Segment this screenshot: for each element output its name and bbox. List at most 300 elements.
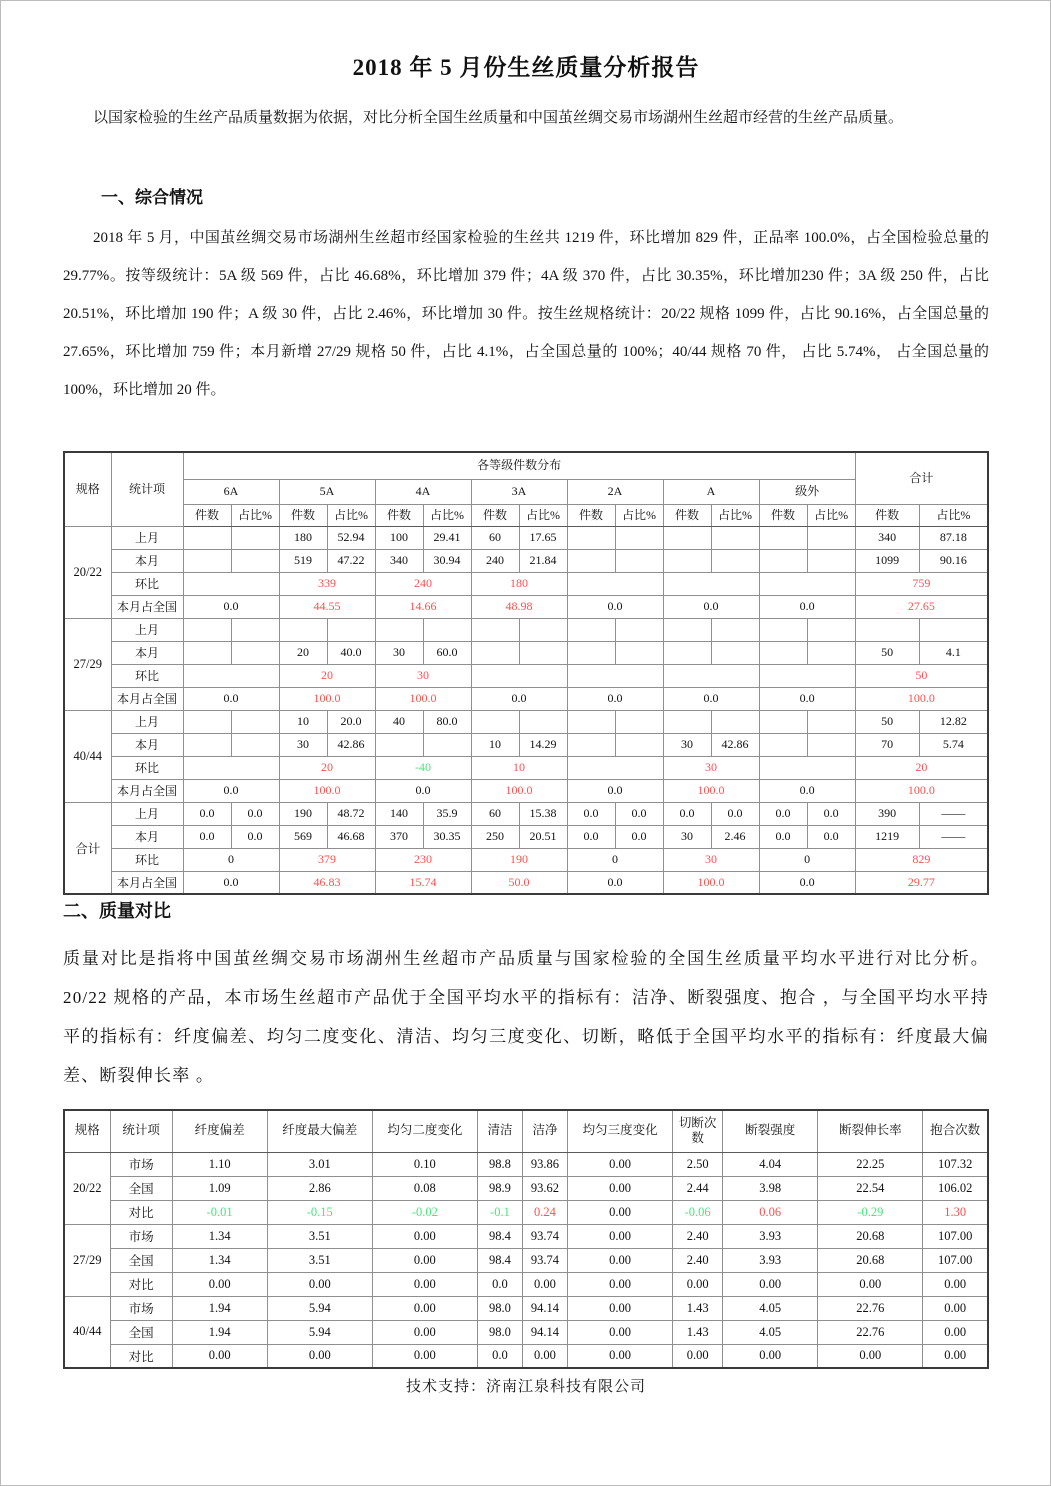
grade-header-cell: 6A: [183, 479, 279, 504]
value-cell: 10: [471, 756, 567, 779]
value-cell: 17.65: [519, 526, 567, 549]
value-cell: 4.05: [723, 1296, 818, 1320]
value-cell: [663, 572, 759, 595]
col-header-cell: 纤度最大偏差: [267, 1110, 372, 1152]
value-cell: 1.34: [172, 1224, 267, 1248]
stat-label-cell: 本月: [111, 641, 183, 664]
value-cell: 340: [375, 549, 423, 572]
value-cell: 0: [759, 848, 855, 871]
count-header-cell: 件数: [567, 504, 615, 526]
value-cell: 0.00: [372, 1296, 477, 1320]
stat-label-cell: 本月占全国: [111, 779, 183, 802]
value-cell: 15.74: [375, 871, 471, 894]
stat-label-cell: 上月: [111, 802, 183, 825]
value-cell: 0: [183, 848, 279, 871]
value-cell: 5.94: [267, 1320, 372, 1344]
value-cell: 5.94: [267, 1296, 372, 1320]
stat-label-cell: 对比: [110, 1272, 172, 1296]
value-cell: 46.83: [279, 871, 375, 894]
value-cell: 0.00: [723, 1272, 818, 1296]
stat-label-cell: 上月: [111, 618, 183, 641]
value-cell: [183, 641, 231, 664]
value-cell: 0.0: [567, 595, 663, 618]
value-cell: 20.51: [519, 825, 567, 848]
value-cell: 0.00: [172, 1272, 267, 1296]
grade-header-cell: 2A: [567, 479, 663, 504]
value-cell: 21.84: [519, 549, 567, 572]
stat-label-cell: 市场: [110, 1224, 172, 1248]
quality-comparison-table: [63, 1109, 989, 1369]
value-cell: [375, 733, 423, 756]
pct-header-cell: 占比%: [519, 504, 567, 526]
value-cell: 3.51: [267, 1248, 372, 1272]
value-cell: 93.74: [522, 1224, 567, 1248]
value-cell: 340: [855, 526, 919, 549]
value-cell: 30: [663, 848, 759, 871]
value-cell: [615, 733, 663, 756]
value-cell: [807, 733, 855, 756]
col-header-spec: 规格: [64, 452, 111, 526]
value-cell: 0.00: [568, 1176, 673, 1200]
value-cell: 100.0: [279, 687, 375, 710]
value-cell: 3.51: [267, 1224, 372, 1248]
value-cell: 1.10: [172, 1152, 267, 1176]
value-cell: 30: [663, 733, 711, 756]
value-cell: 1219: [855, 825, 919, 848]
value-cell: 569: [279, 825, 327, 848]
value-cell: 90.16: [919, 549, 988, 572]
value-cell: [663, 641, 711, 664]
value-cell: [759, 526, 807, 549]
value-cell: 30: [279, 733, 327, 756]
value-cell: 20: [279, 641, 327, 664]
stat-label-cell: 本月: [111, 733, 183, 756]
value-cell: 3.98: [723, 1176, 818, 1200]
value-cell: 0.0: [759, 595, 855, 618]
value-cell: 35.9: [423, 802, 471, 825]
value-cell: 20: [855, 756, 988, 779]
col-header-cell: 切断次数: [673, 1110, 723, 1152]
value-cell: 240: [471, 549, 519, 572]
value-cell: 0.00: [568, 1344, 673, 1368]
stat-label-cell: 本月占全国: [111, 871, 183, 894]
value-cell: 0.0: [183, 825, 231, 848]
value-cell: 0.0: [477, 1344, 522, 1368]
value-cell: [759, 641, 807, 664]
value-cell: 0.0: [183, 871, 279, 894]
value-cell: 0.00: [673, 1344, 723, 1368]
value-cell: 94.14: [522, 1320, 567, 1344]
value-cell: 29.77: [855, 871, 988, 894]
value-cell: 0.0: [663, 595, 759, 618]
value-cell: 379: [279, 848, 375, 871]
value-cell: 50: [855, 664, 988, 687]
pct-header-cell: 占比%: [919, 504, 988, 526]
value-cell: 22.25: [818, 1152, 923, 1176]
value-cell: [231, 710, 279, 733]
section1-paragraph: 2018 年 5 月，中国茧丝绸交易市场湖州生丝超市经国家检验的生丝共 1219 件，环比增加 829 件，正品率 100.0%，占全国检验总量的 29.77%。按等级统计：5A 级 569 件，占比 46.68%，环比增加 379 件；4A 级 370 件，占比 30.35%，环比增加230 件；3A 级 250 件，占比 20.51%，环比增加 190 件；A 级 30 件，占比 2.46%，环比增加 30 件。按生丝规格统计：20/22 规格 1099 件，占比 90.16%，占全国总量的 27.65%，环比增加 759 件；本月新增 27/29 规格 50 件，占比 4.1%，占全国总量的 100%；40/44 规格 70 件， 占比 5.74%， 占全国总量的 100%，环比增加 20 件。: [63, 230, 989, 398]
stat-label-cell: 市场: [110, 1152, 172, 1176]
value-cell: [663, 664, 759, 687]
value-cell: 100.0: [471, 779, 567, 802]
value-cell: 0.0: [759, 871, 855, 894]
stat-label-cell: 本月占全国: [111, 687, 183, 710]
value-cell: -40: [375, 756, 471, 779]
value-cell: [663, 618, 711, 641]
value-cell: [471, 618, 519, 641]
value-cell: 107.00: [923, 1248, 988, 1272]
value-cell: 0.08: [372, 1176, 477, 1200]
stat-label-cell: 环比: [111, 664, 183, 687]
value-cell: [759, 664, 855, 687]
value-cell: [759, 549, 807, 572]
value-cell: 30: [663, 825, 711, 848]
value-cell: 4.05: [723, 1320, 818, 1344]
value-cell: [663, 710, 711, 733]
value-cell: [615, 641, 663, 664]
value-cell: 107.00: [923, 1224, 988, 1248]
value-cell: [807, 526, 855, 549]
value-cell: 0.0: [567, 687, 663, 710]
value-cell: -0.01: [172, 1200, 267, 1224]
value-cell: 0.0: [711, 802, 759, 825]
value-cell: 0.00: [923, 1344, 988, 1368]
value-cell: 98.9: [477, 1176, 522, 1200]
value-cell: [919, 618, 988, 641]
spec-cell: 27/29: [64, 618, 111, 710]
value-cell: [567, 664, 663, 687]
count-header-cell: 件数: [663, 504, 711, 526]
value-cell: [807, 641, 855, 664]
value-cell: 46.68: [327, 825, 375, 848]
value-cell: 0.0: [615, 802, 663, 825]
value-cell: [711, 641, 759, 664]
value-cell: [807, 618, 855, 641]
stat-label-cell: 本月: [111, 549, 183, 572]
value-cell: [759, 756, 855, 779]
intro-paragraph: 以国家检验的生丝产品质量数据为依据，对比分析全国生丝质量和中国茧丝绸交易市场湖州生丝超市经营的生丝产品质量。: [93, 110, 904, 126]
spec-cell: 40/44: [64, 1296, 110, 1368]
value-cell: 190: [279, 802, 327, 825]
value-cell: [567, 526, 615, 549]
value-cell: 22.54: [818, 1176, 923, 1200]
value-cell: [567, 710, 615, 733]
value-cell: 230: [375, 848, 471, 871]
value-cell: [183, 618, 231, 641]
value-cell: 3.93: [723, 1224, 818, 1248]
value-cell: 48.72: [327, 802, 375, 825]
value-cell: 100.0: [375, 687, 471, 710]
value-cell: [807, 549, 855, 572]
grade-header-cell: A: [663, 479, 759, 504]
value-cell: 0.00: [372, 1320, 477, 1344]
footer-support-text: 技术支持：济南江泉科技有限公司: [405, 1379, 646, 1395]
value-cell: 0.0: [759, 687, 855, 710]
value-cell: 48.98: [471, 595, 567, 618]
value-cell: 0.0: [807, 825, 855, 848]
value-cell: 50.0: [471, 871, 567, 894]
value-cell: 1.94: [172, 1320, 267, 1344]
value-cell: 30: [375, 664, 471, 687]
value-cell: [375, 618, 423, 641]
value-cell: 30: [375, 641, 423, 664]
value-cell: 0.00: [568, 1152, 673, 1176]
grade-header-cell: 级外: [759, 479, 855, 504]
stat-label-cell: 上月: [111, 526, 183, 549]
value-cell: 93.74: [522, 1248, 567, 1272]
value-cell: 20: [279, 664, 375, 687]
value-cell: [615, 526, 663, 549]
value-cell: 22.76: [818, 1320, 923, 1344]
value-cell: [615, 618, 663, 641]
value-cell: 40: [375, 710, 423, 733]
value-cell: 0.00: [568, 1296, 673, 1320]
value-cell: [423, 618, 471, 641]
value-cell: [183, 756, 279, 779]
value-cell: [807, 710, 855, 733]
value-cell: 4.1: [919, 641, 988, 664]
value-cell: [231, 526, 279, 549]
value-cell: -0.06: [673, 1200, 723, 1224]
value-cell: 22.76: [818, 1296, 923, 1320]
count-header-cell: 件数: [759, 504, 807, 526]
value-cell: 14.66: [375, 595, 471, 618]
value-cell: 370: [375, 825, 423, 848]
value-cell: [759, 618, 807, 641]
stat-label-cell: 本月: [111, 825, 183, 848]
value-cell: 29.41: [423, 526, 471, 549]
value-cell: 0.00: [267, 1344, 372, 1368]
spec-cell: 27/29: [64, 1224, 110, 1296]
value-cell: [423, 733, 471, 756]
value-cell: 1.34: [172, 1248, 267, 1272]
spec-cell: 20/22: [64, 526, 111, 618]
value-cell: 0.00: [818, 1272, 923, 1296]
value-cell: 0.00: [923, 1320, 988, 1344]
value-cell: 390: [855, 802, 919, 825]
value-cell: 0.0: [663, 802, 711, 825]
value-cell: 0.0: [183, 687, 279, 710]
value-cell: 0.00: [267, 1272, 372, 1296]
stat-label-cell: 对比: [110, 1200, 172, 1224]
value-cell: 0.0: [567, 871, 663, 894]
stat-label-cell: 全国: [110, 1176, 172, 1200]
value-cell: [759, 572, 855, 595]
value-cell: [183, 572, 279, 595]
value-cell: 519: [279, 549, 327, 572]
value-cell: 106.02: [923, 1176, 988, 1200]
value-cell: 339: [279, 572, 375, 595]
value-cell: 50: [855, 710, 919, 733]
col-header-total: 合计: [855, 452, 988, 504]
section2-paragraph: 质量对比是指将中国茧丝绸交易市场湖州生丝超市产品质量与国家检验的全国生丝质量平均水平进行对比分析。20/22 规格的产品，本市场生丝超市产品优于全国平均水平的指标有：洁净、断裂强度、抱合 ，与全国平均水平持平的指标有：纤度偏差、均匀二度变化、清洁、均匀三度变化、切断，略低于全国平均水平的指标有：纤度最大偏差、断裂伸长率 。: [63, 949, 989, 1085]
value-cell: 0.00: [723, 1344, 818, 1368]
value-cell: 0.00: [522, 1344, 567, 1368]
value-cell: 0.0: [231, 802, 279, 825]
value-cell: 240: [375, 572, 471, 595]
value-cell: 3.01: [267, 1152, 372, 1176]
value-cell: [183, 549, 231, 572]
pct-header-cell: 占比%: [711, 504, 759, 526]
value-cell: 14.29: [519, 733, 567, 756]
value-cell: 759: [855, 572, 988, 595]
value-cell: 0.0: [477, 1272, 522, 1296]
value-cell: 0.00: [923, 1272, 988, 1296]
value-cell: 0.00: [568, 1248, 673, 1272]
col-header-distribution: 各等级件数分布: [183, 452, 855, 479]
value-cell: 27.65: [855, 595, 988, 618]
section2-heading: 二、质量对比: [63, 901, 171, 921]
value-cell: [711, 526, 759, 549]
value-cell: 47.22: [327, 549, 375, 572]
value-cell: 1099: [855, 549, 919, 572]
value-cell: 20.68: [818, 1224, 923, 1248]
value-cell: 2.40: [673, 1248, 723, 1272]
value-cell: [519, 618, 567, 641]
value-cell: 0.0: [567, 779, 663, 802]
value-cell: 93.86: [522, 1152, 567, 1176]
value-cell: 0.0: [231, 825, 279, 848]
value-cell: [567, 618, 615, 641]
value-cell: 2.50: [673, 1152, 723, 1176]
stat-label-cell: 上月: [111, 710, 183, 733]
value-cell: [567, 733, 615, 756]
value-cell: [711, 618, 759, 641]
count-header-cell: 件数: [471, 504, 519, 526]
col-header-cell: 洁净: [522, 1110, 567, 1152]
value-cell: -0.15: [267, 1200, 372, 1224]
value-cell: 20.0: [327, 710, 375, 733]
section1-heading: 一、综合情况: [101, 188, 203, 207]
value-cell: -0.02: [372, 1200, 477, 1224]
value-cell: 180: [471, 572, 567, 595]
stat-label-cell: 市场: [110, 1296, 172, 1320]
value-cell: 2.86: [267, 1176, 372, 1200]
col-header-cell: 断裂伸长率: [818, 1110, 923, 1152]
value-cell: 60.0: [423, 641, 471, 664]
value-cell: 829: [855, 848, 988, 871]
value-cell: [183, 664, 279, 687]
value-cell: [471, 710, 519, 733]
value-cell: -0.1: [477, 1200, 522, 1224]
value-cell: 0.00: [923, 1296, 988, 1320]
value-cell: [615, 710, 663, 733]
count-header-cell: 件数: [855, 504, 919, 526]
value-cell: 180: [279, 526, 327, 549]
value-cell: [711, 710, 759, 733]
value-cell: 10: [279, 710, 327, 733]
value-cell: [471, 664, 567, 687]
value-cell: 30.35: [423, 825, 471, 848]
value-cell: 0.00: [372, 1224, 477, 1248]
value-cell: 0.00: [372, 1272, 477, 1296]
value-cell: 0.00: [372, 1248, 477, 1272]
value-cell: ——: [919, 802, 988, 825]
value-cell: [279, 618, 327, 641]
spec-cell: 合计: [64, 802, 111, 894]
value-cell: 0: [567, 848, 663, 871]
value-cell: 2.46: [711, 825, 759, 848]
pct-header-cell: 占比%: [423, 504, 471, 526]
value-cell: 5.74: [919, 733, 988, 756]
value-cell: 0.0: [807, 802, 855, 825]
value-cell: [231, 733, 279, 756]
pct-header-cell: 占比%: [807, 504, 855, 526]
value-cell: 100.0: [663, 871, 759, 894]
value-cell: 0.00: [568, 1320, 673, 1344]
value-cell: 0.00: [568, 1272, 673, 1296]
grade-header-cell: 3A: [471, 479, 567, 504]
value-cell: 98.4: [477, 1248, 522, 1272]
value-cell: 0.00: [568, 1224, 673, 1248]
value-cell: [519, 710, 567, 733]
value-cell: [231, 618, 279, 641]
value-cell: 93.62: [522, 1176, 567, 1200]
value-cell: [663, 526, 711, 549]
value-cell: 98.8: [477, 1152, 522, 1176]
value-cell: 0.0: [615, 825, 663, 848]
value-cell: 1.43: [673, 1320, 723, 1344]
value-cell: 0.00: [818, 1344, 923, 1368]
value-cell: 0.0: [471, 687, 567, 710]
value-cell: 0.00: [673, 1272, 723, 1296]
value-cell: 0.0: [759, 825, 807, 848]
value-cell: 30: [663, 756, 759, 779]
value-cell: 30.94: [423, 549, 471, 572]
col-header-cell: 规格: [64, 1110, 110, 1152]
stat-label-cell: 全国: [110, 1320, 172, 1344]
value-cell: 52.94: [327, 526, 375, 549]
col-header-cell: 纤度偏差: [172, 1110, 267, 1152]
value-cell: 80.0: [423, 710, 471, 733]
stat-label-cell: 本月占全国: [111, 595, 183, 618]
value-cell: [615, 549, 663, 572]
value-cell: 20.68: [818, 1248, 923, 1272]
pct-header-cell: 占比%: [615, 504, 663, 526]
value-cell: [567, 641, 615, 664]
value-cell: 107.32: [923, 1152, 988, 1176]
value-cell: [855, 618, 919, 641]
value-cell: 190: [471, 848, 567, 871]
value-cell: 87.18: [919, 526, 988, 549]
value-cell: [567, 756, 663, 779]
value-cell: 100.0: [663, 779, 759, 802]
value-cell: 0.0: [567, 802, 615, 825]
col-header-cell: 断裂强度: [723, 1110, 818, 1152]
spec-cell: 40/44: [64, 710, 111, 802]
grade-distribution-table: [63, 451, 989, 895]
value-cell: ——: [919, 825, 988, 848]
value-cell: [231, 549, 279, 572]
value-cell: 0.24: [522, 1200, 567, 1224]
stat-label-cell: 环比: [111, 756, 183, 779]
value-cell: [759, 710, 807, 733]
value-cell: 100.0: [855, 687, 988, 710]
value-cell: 12.82: [919, 710, 988, 733]
value-cell: [567, 549, 615, 572]
stat-label-cell: 环比: [111, 848, 183, 871]
value-cell: 98.0: [477, 1320, 522, 1344]
col-header-cell: 均匀三度变化: [568, 1110, 673, 1152]
value-cell: 60: [471, 526, 519, 549]
value-cell: 98.4: [477, 1224, 522, 1248]
value-cell: 42.86: [711, 733, 759, 756]
value-cell: 10: [471, 733, 519, 756]
value-cell: 0.00: [568, 1200, 673, 1224]
col-header-cell: 均匀二度变化: [372, 1110, 477, 1152]
value-cell: 0.00: [372, 1344, 477, 1368]
value-cell: 0.0: [183, 779, 279, 802]
